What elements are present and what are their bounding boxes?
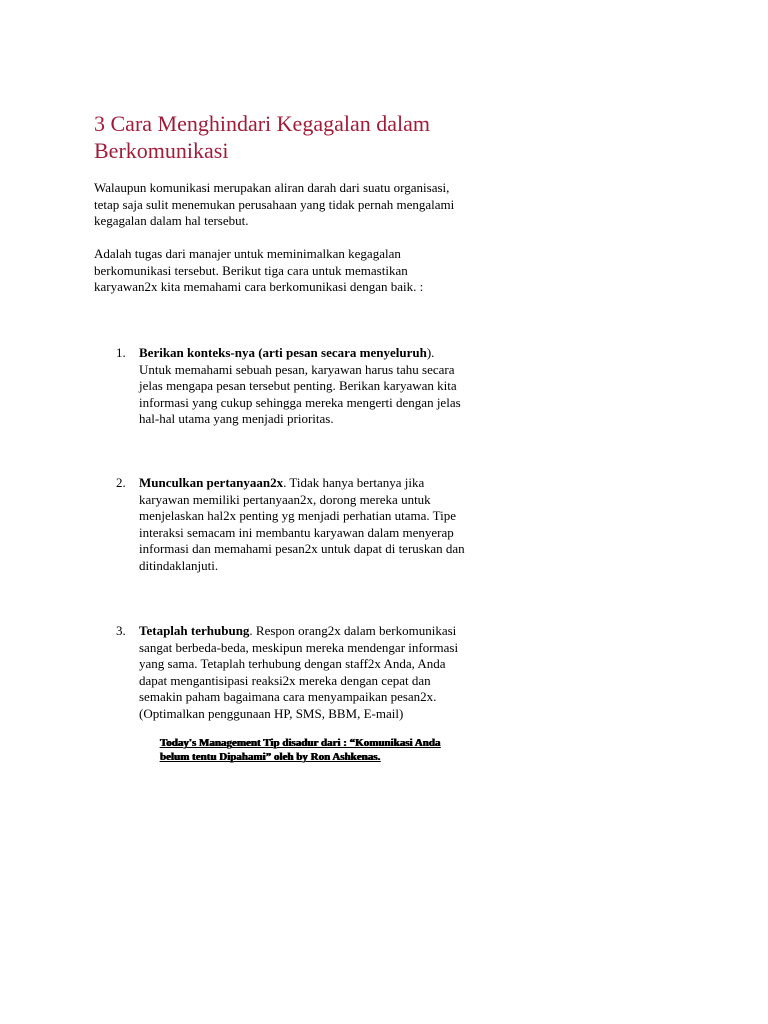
list-item-body: Respon orang2x dalam berkomunikasi sangat berbeda-beda, meskipun mereka mendengar informasi yang sama. Tetaplah terhubung dengan staff2x Anda, Anda dapat mengantisipasi reaksi2x mereka dengan cepat dan semakin paham bagaimana cara menyampaikan pesan2x. (Optimalkan penggunaan HP, SMS, BBM, E-mail) (139, 623, 459, 721)
list-item-body: Untuk memahami sebuah pesan, karyawan harus tahu secara jelas mengapa pesan tersebut penting. Berikan karyawan kita informasi yang cukup sehingga mereka mengerti dengan jelas hal-hal utama yang menjadi prioritas. (139, 361, 461, 426)
list-item-heading: Berikan konteks-nya (arti pesan secara menyeluruh (139, 345, 427, 360)
list-item-heading-suffix: ). (426, 345, 435, 360)
intro-paragraph-1: Walaupun komunikasi merupakan aliran darah dari suatu organisasi, tetap saja sulit menemukan perusahaan yang tidak pernah mengalami kegagalan dalam hal tersebut. (94, 180, 455, 228)
list-item-text (139, 475, 499, 574)
list-item-number: 1. (116, 345, 126, 360)
list-item-text (139, 345, 499, 428)
document-title: 3 Cara Menghindari Kegagalan dalam Berkomunikasi (94, 111, 430, 163)
list-item-heading: Tetaplah terhubung (139, 623, 250, 638)
list-item-number: 3. (116, 623, 126, 638)
list-item-heading-suffix: . (249, 623, 253, 638)
intro-paragraph-2: Adalah tugas dari manajer untuk meminimalkan kegagalan berkomunikasi tersebut. Berikut tiga cara untuk memastikan karyawan2x kita memahami cara berkomunikasi dengan baik. : (94, 246, 424, 294)
list-item-heading-suffix: . (283, 475, 287, 490)
list-item-number: 2. (116, 475, 126, 490)
management-tip-credit: Today's Management Tip disadur dari : “Komunikasi Anda belum tentu Dipahami” oleh by Ron Ashkenas. (160, 737, 441, 763)
list-item-text (139, 623, 499, 722)
list-item-heading: Munculkan pertanyaan2x (139, 475, 284, 490)
list-item-body: Tidak hanya bertanya jika karyawan memiliki pertanyaan2x, dorong mereka untuk menjelaskan hal2x penting yg menjadi perhatian utama. Tipe interaksi semacam ini membantu karyawan dalam menyerap informasi dan memahami pesan2x untuk dapat di teruskan dan ditindaklanjuti. (139, 475, 465, 573)
